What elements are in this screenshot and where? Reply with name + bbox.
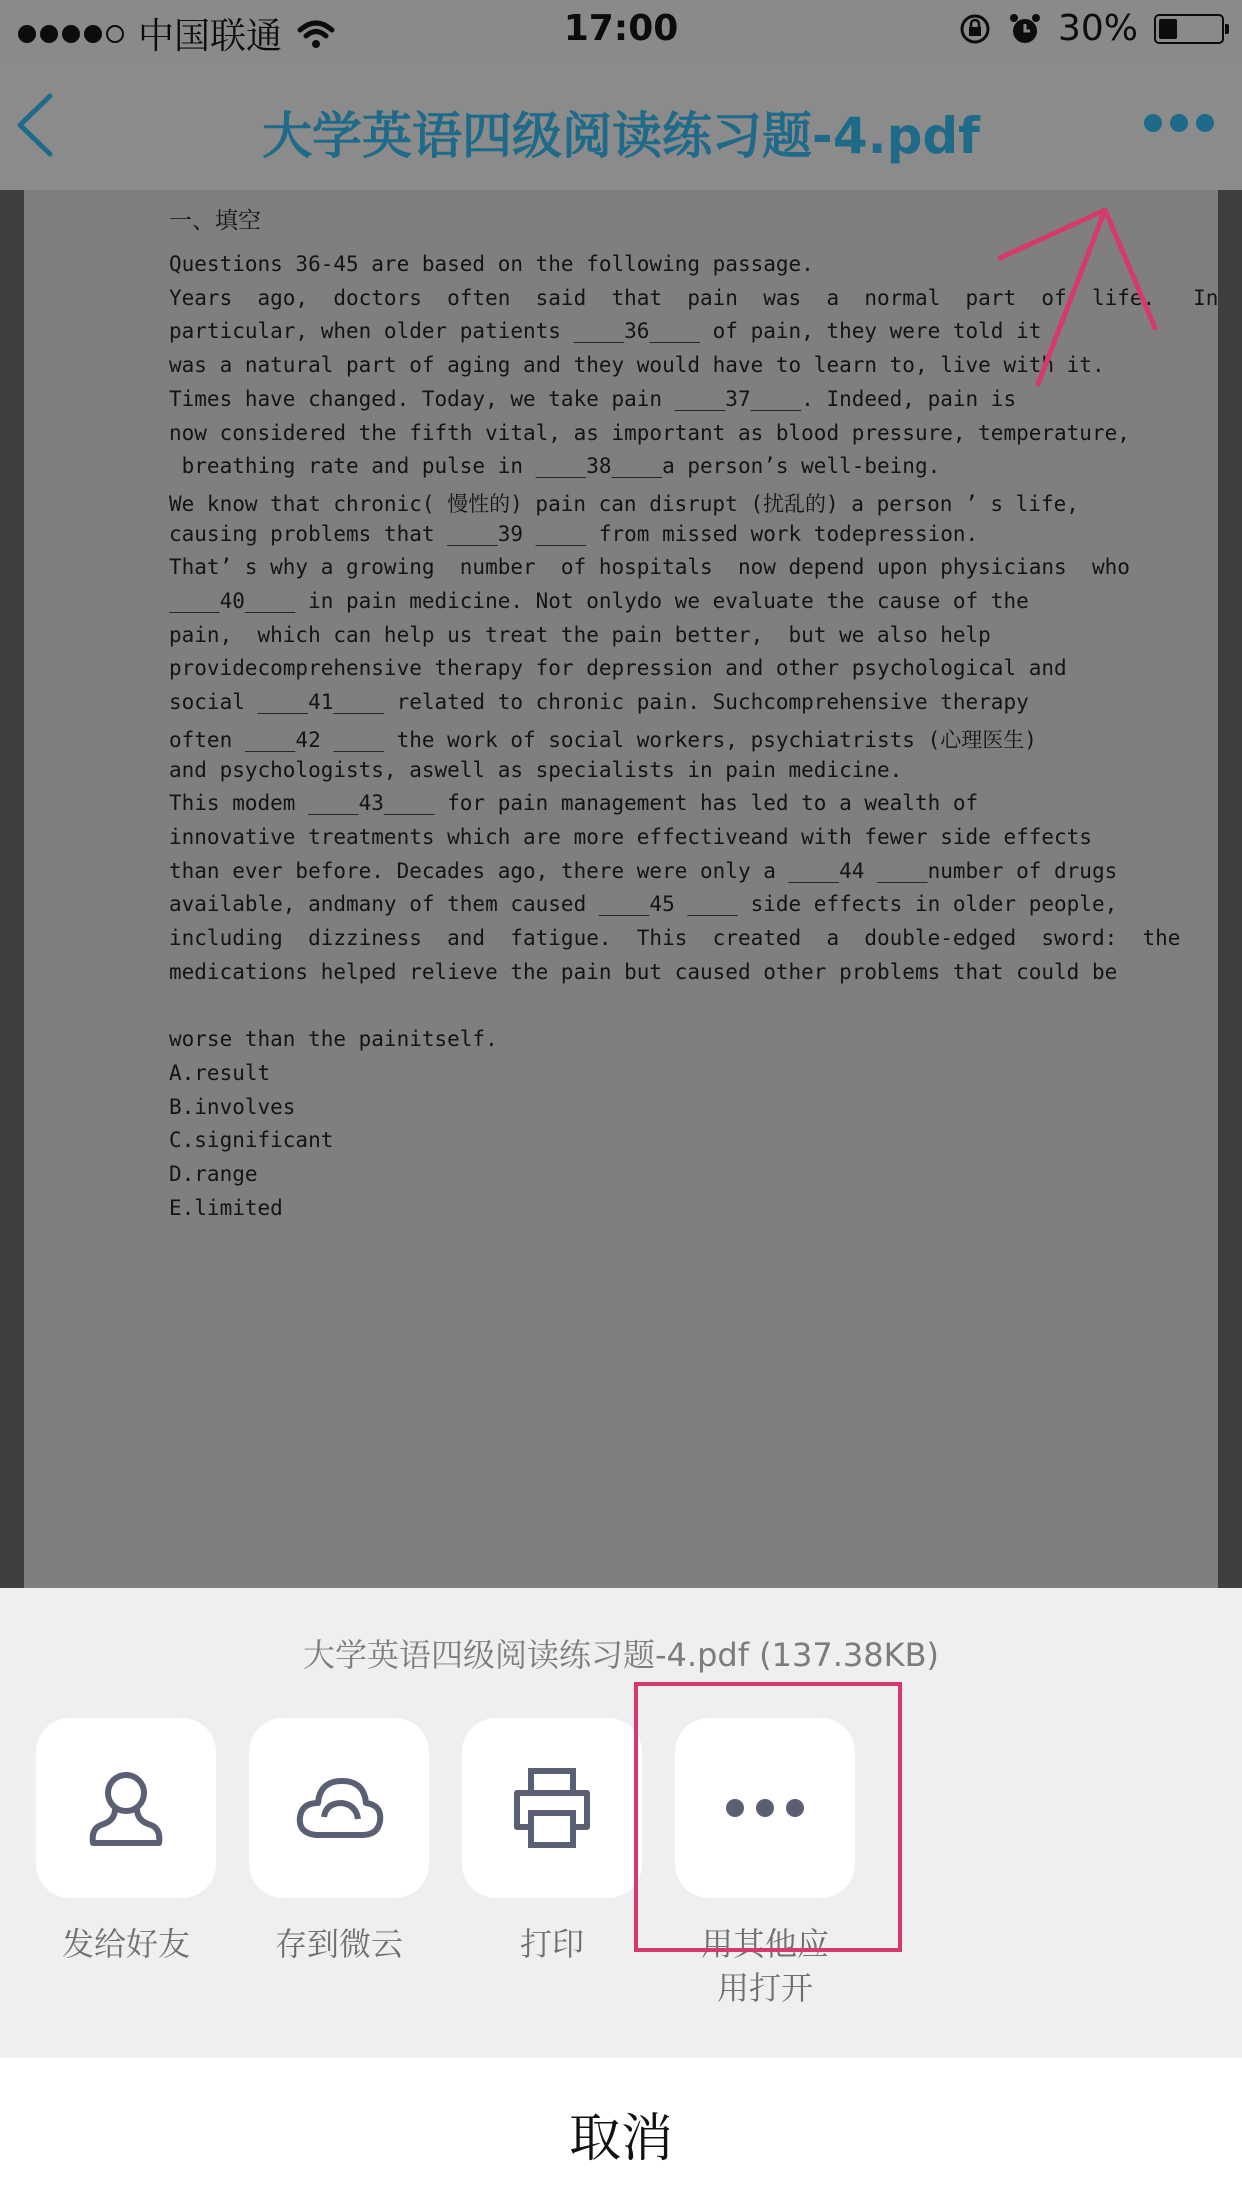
save-to-weiyun-label: 存到微云 [274,1925,403,1963]
annotation-highlight-box [634,1682,902,1952]
document-line: Times have changed. Today, we take pain ____37____. Indeed, pain is [169,386,1017,411]
document-line: E.limited [169,1195,283,1220]
carrier-label: 中国联通 [138,16,283,57]
alarm-icon [1008,12,1042,46]
cancel-label: 取消 [568,2108,673,2169]
document-line: including dizziness and fatigue. This created a double-edged sword: the [169,926,1181,950]
document-line: Years ago, doctors often said that pain was a normal part of life. In [169,285,1219,310]
cancel-button[interactable] [0,2058,1242,2208]
document-line: B.involves [169,1094,296,1119]
document-line: worse than the painitself. [169,1027,498,1052]
document-line: ____40____ in pain medicine. Not onlydo we evaluate the cause of the [169,589,1029,613]
send-to-friend-label: 发给好友 [61,1925,190,1963]
save-to-weiyun-button[interactable] [249,1718,429,1966]
document-line: We know that chronic( 慢性的) pain can disrupt (扰乱的) a person ’ s life, [169,491,1079,516]
annotation-arrow-icon [990,200,1170,390]
status-right [958,8,1224,49]
document-line: Questions 36-45 are based on the following passage. [169,252,814,276]
document-line: causing problems that ____39 ____ from missed work todepression. [169,521,979,546]
more-dots-icon[interactable] [1144,114,1214,138]
document-line: was a natural part of aging and they would have to learn to, live with it. [169,353,1105,378]
open-in-other-app-label: 用其他应用打开 [700,1925,829,2007]
document-line: available, andmany of them caused ____45 ____ side effects in older people, [169,892,1118,917]
battery-percent: 30% [1057,8,1138,49]
print-label: 打印 [519,1925,584,1963]
document-line: innovative treatments which are more effectiveand with fewer side effects [169,824,1092,849]
rotation-lock-icon [958,12,992,46]
document-heading: 一、填空 [169,208,261,234]
printer-icon [507,1763,597,1853]
document-line: now considered the fifth vital, as important as blood pressure, temperature, [169,420,1130,445]
document-line: This modem ____43____ for pain management has led to a wealth of [169,791,979,816]
send-to-friend-tile[interactable] [36,1718,216,1898]
cloud-icon [294,1763,384,1853]
document-line: C.significant [169,1128,334,1153]
document-line: providecomprehensive therapy for depression and other psychological and [169,656,1067,681]
document-line: medications helped relieve the pain but caused other problems that could be [169,959,1118,984]
document-line: D.range [169,1161,258,1186]
document-line: than ever before. Decades ago, there were only a ____44 ____number of drugs [169,858,1118,883]
document-line: social ____41____ related to chronic pain. Suchcomprehensive therapy [169,690,1029,715]
document-line: often ____42 ____ the work of social workers, psychiatrists (心理医生) [169,727,1037,752]
print-tile[interactable] [462,1718,642,1898]
battery-fill [1159,19,1177,39]
person-icon [81,1763,171,1853]
page-title: 大学英语四级阅读练习题-4.pdf [262,107,980,165]
document-line: A.result [169,1060,271,1085]
save-to-weiyun-tile[interactable] [249,1718,429,1898]
nav-bar [0,62,1242,190]
file-info-label: 大学英语四级阅读练习题-4.pdf (137.38KB) [302,1636,940,1674]
battery-icon [1154,14,1224,44]
status-time: 17:00 [563,8,679,49]
document-line: That’ s why a growing number of hospitals now depend upon physicians who [169,555,1130,580]
print-button[interactable] [462,1718,642,1966]
document-line: breathing rate and pulse in ____38____a person’s well-being. [169,454,941,479]
document-line: and psychologists, aswell as specialists in pain medicine. [169,757,903,782]
pdf-page [24,190,1218,1588]
send-to-friend-button[interactable] [36,1718,216,1966]
share-sheet [0,1588,1242,2058]
status-bar [0,0,1242,62]
pdf-viewer[interactable] [0,190,1242,1588]
document-line: particular, when older patients ____36____ of pain, they were told it [169,319,1042,344]
document-line: pain, which can help us treat the pain better, but we also help [169,622,991,647]
